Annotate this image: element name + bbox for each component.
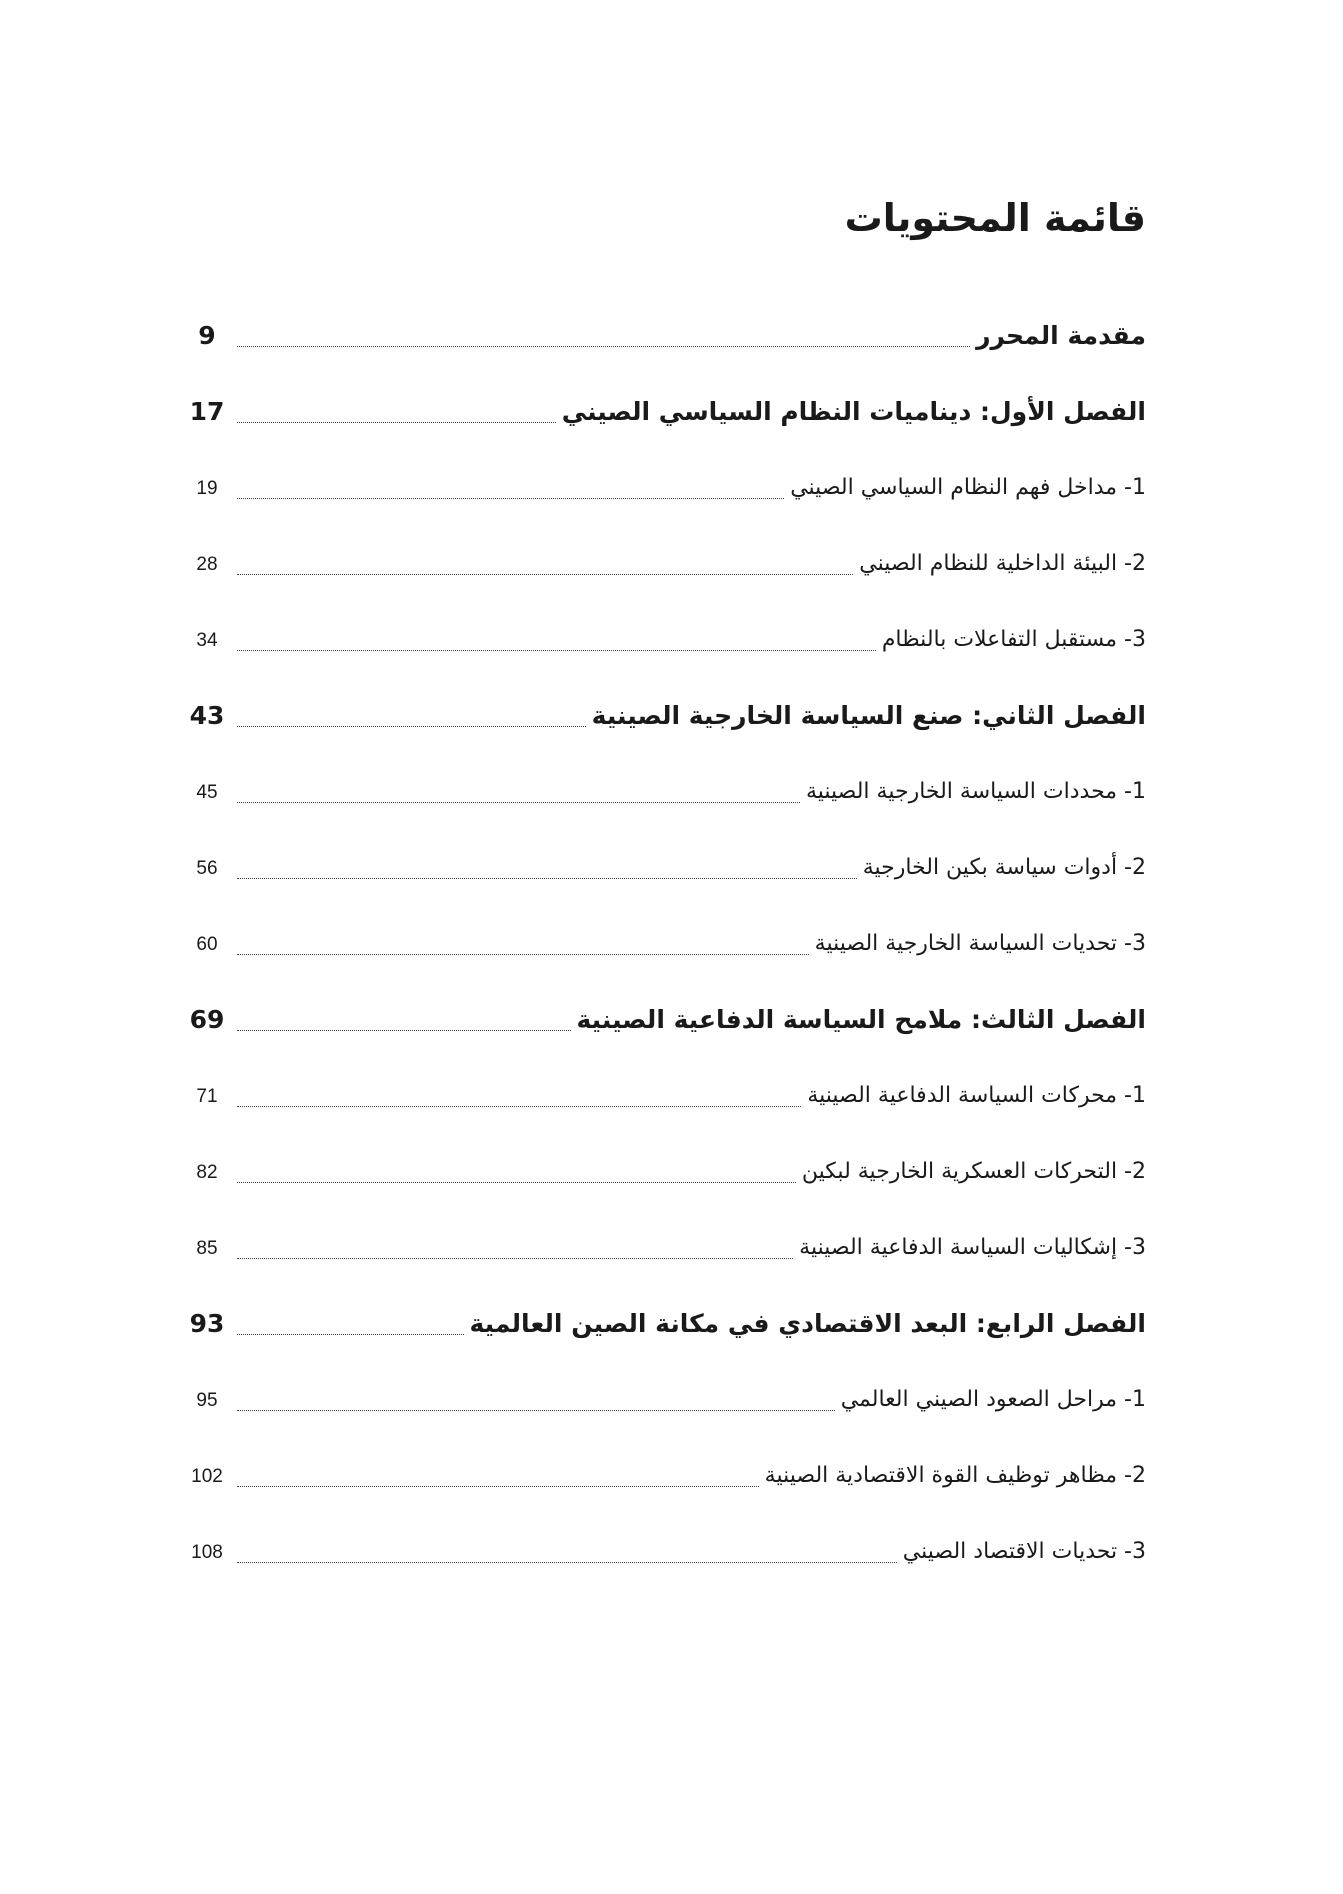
dot-leader [237, 346, 970, 347]
page-number: 34 [196, 630, 218, 651]
toc-entry-chapter [185, 997, 1146, 1043]
page-number: 17 [189, 397, 225, 426]
dot-leader [237, 1410, 835, 1411]
toc-entry-section [185, 1225, 1146, 1271]
page-number: 28 [196, 554, 218, 575]
entry-label: 2- مظاهر توظيف القوة الاقتصادية الصينية [764, 1463, 1146, 1488]
toc-entry-section [185, 1453, 1146, 1499]
dot-leader [237, 1182, 796, 1183]
dot-leader [237, 574, 853, 575]
toc-entry-section [185, 845, 1146, 891]
entry-label: 1- محركات السياسة الدفاعية الصينية [807, 1083, 1146, 1108]
toc-entry-section [185, 769, 1146, 815]
entry-label: 3- تحديات السياسة الخارجية الصينية [814, 931, 1146, 956]
entry-label: 2- البيئة الداخلية للنظام الصيني [859, 551, 1146, 576]
page-number: 69 [189, 1005, 225, 1034]
toc-entry-chapter [185, 693, 1146, 739]
entry-label: 1- مداخل فهم النظام السياسي الصيني [790, 475, 1146, 500]
page-number: 82 [196, 1162, 218, 1183]
dot-leader [237, 726, 586, 727]
toc-entry-section [185, 617, 1146, 663]
page-title: قائمة المحتويات [844, 196, 1146, 240]
dot-leader [237, 878, 857, 879]
toc-entry-section [185, 541, 1146, 587]
toc-entry-chapter [185, 1301, 1146, 1347]
toc-entry-chapter [185, 389, 1146, 435]
entry-label: 1- محددات السياسة الخارجية الصينية [805, 779, 1146, 804]
dot-leader [237, 422, 556, 423]
page-number: 9 [198, 321, 216, 350]
toc-entry-section [185, 1149, 1146, 1195]
dot-leader [237, 1106, 801, 1107]
page-number: 93 [189, 1309, 225, 1338]
dot-leader [237, 954, 809, 955]
page-number: 45 [196, 782, 218, 803]
dot-leader [237, 1334, 464, 1335]
page-number: 43 [189, 701, 225, 730]
toc-entry-section [185, 1377, 1146, 1423]
entry-label: 3- تحديات الاقتصاد الصيني [902, 1539, 1146, 1564]
entry-label: 2- أدوات سياسة بكين الخارجية [862, 855, 1146, 880]
entry-label: 2- التحركات العسكرية الخارجية لبكين [801, 1159, 1146, 1184]
dot-leader [237, 1486, 759, 1487]
toc-entry-section [185, 921, 1146, 967]
toc-entry-section [185, 1073, 1146, 1119]
entry-label: الفصل الأول: ديناميات النظام السياسي الصيني [561, 397, 1146, 426]
dot-leader [237, 1258, 793, 1259]
entry-label: الفصل الثاني: صنع السياسة الخارجية الصينية [591, 701, 1146, 730]
dot-leader [237, 1030, 571, 1031]
entry-label: الفصل الرابع: البعد الاقتصادي في مكانة الصين العالمية [469, 1309, 1146, 1338]
page-number: 85 [196, 1238, 218, 1259]
entry-label: الفصل الثالث: ملامح السياسة الدفاعية الصينية [576, 1005, 1146, 1034]
page-number: 102 [191, 1466, 223, 1487]
entry-label: 3- مستقبل التفاعلات بالنظام [881, 627, 1146, 652]
page-number: 95 [196, 1390, 218, 1411]
dot-leader [237, 498, 784, 499]
page-number: 56 [196, 858, 218, 879]
entry-label: مقدمة المحرر [976, 321, 1146, 350]
page-number: 71 [196, 1086, 218, 1107]
entry-label: 3- إشكاليات السياسة الدفاعية الصينية [799, 1235, 1146, 1260]
toc-entry-section [185, 465, 1146, 511]
dot-leader [237, 1562, 897, 1563]
dot-leader [237, 802, 800, 803]
page-number: 60 [196, 934, 218, 955]
dot-leader [237, 650, 876, 651]
toc-entry-section [185, 1529, 1146, 1575]
entry-label: 1- مراحل الصعود الصيني العالمي [840, 1387, 1146, 1412]
page-number: 19 [196, 478, 218, 499]
toc-entry-chapter [185, 313, 1146, 359]
page-number: 108 [191, 1542, 223, 1563]
